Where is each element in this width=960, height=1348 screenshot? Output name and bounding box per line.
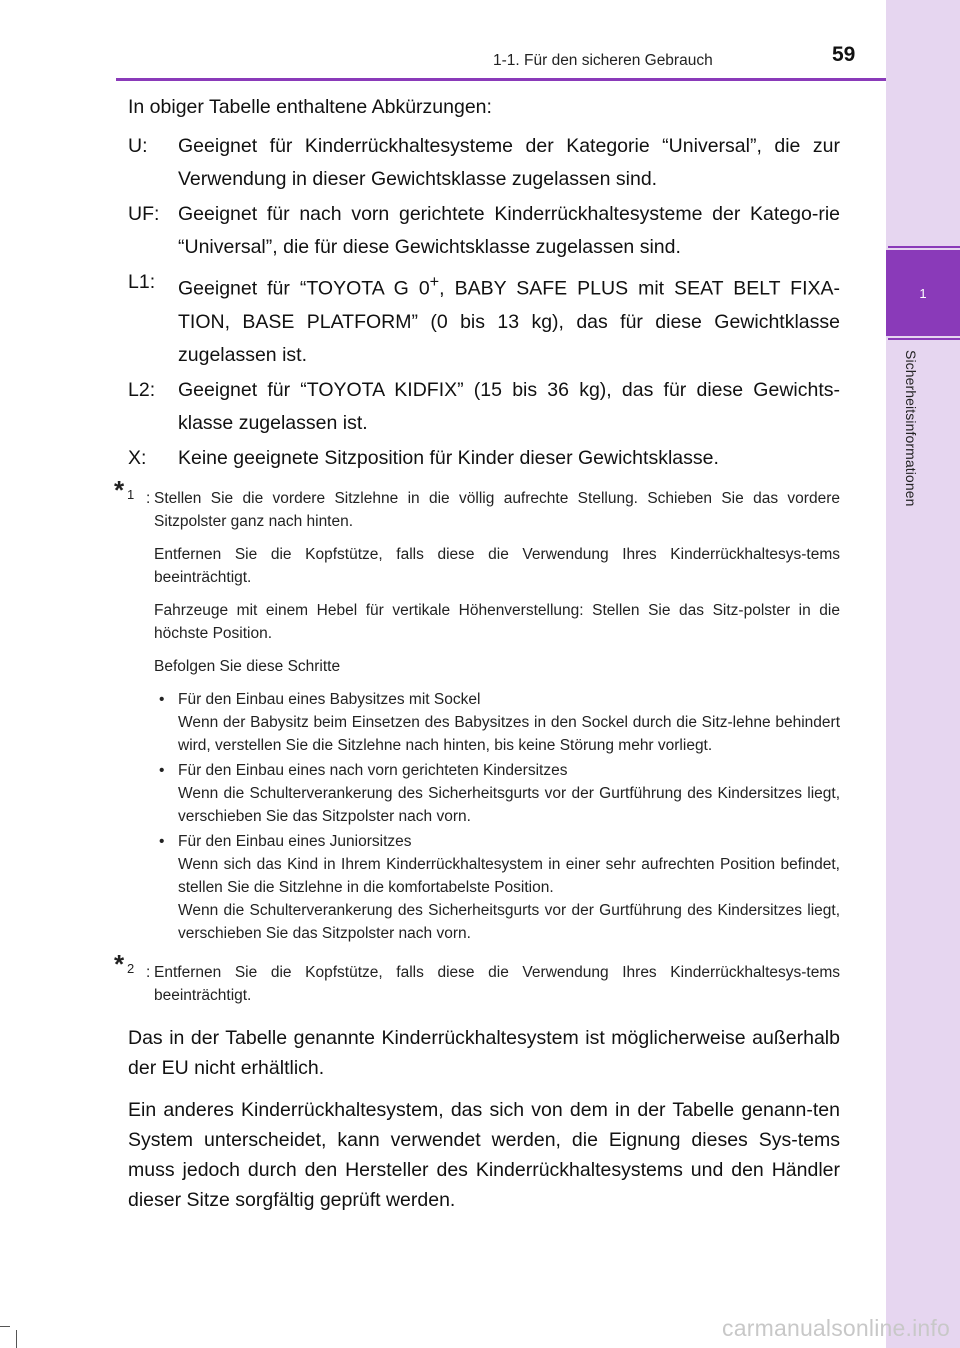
footnote-paragraph: Stellen Sie die vordere Sitzlehne in die völlig aufrechte Stellung. Schieben Sie das vordere Sitzpolster ganz nach hinten. (154, 489, 840, 530)
bullet-text: Wenn sich das Kind in Ihrem Kinderrückhaltesystem in einer sehr aufrechten Position befindet, stellen Sie die Sitzlehne in die komfortabelste Position. (178, 855, 840, 896)
abbreviation-code: L1: (128, 271, 156, 293)
header-rule (116, 78, 886, 81)
abbreviation-text-part: , BABY SAFE PLUS mit SEAT BELT FIXA-TION, BASE PLATFORM” (0 bis 13 kg), das für diese Gewichtklasse zugelassen ist. (178, 277, 840, 366)
bullet-item (154, 759, 840, 828)
bullet-text: Wenn der Babysitz beim Einsetzen des Babysitzes in den Sockel durch die Sitz-lehne behindert wird, verstellen Sie die Sitzlehne nach hinten, bis keine Störung mehr vorliegt. (178, 713, 840, 754)
abbreviation-code: X: (128, 446, 147, 469)
side-tab-label: Sicherheitsinformationen (903, 350, 919, 507)
bullet-item (154, 830, 840, 945)
crop-mark (16, 1330, 17, 1348)
bullet-text: Wenn die Schulterverankerung des Sicherheitsgurts vor der Gurtführung des Kindersitzes liegt, verschieben Sie das Sitzpolster nach vorn. (178, 784, 840, 825)
body-paragraph: Das in der Tabelle genannte Kinderrückhaltesystem ist möglicherweise außerhalb der EU nicht erhältlich. (128, 1026, 840, 1079)
footnote-2 (114, 948, 840, 1007)
footnote-mark: 2 (127, 960, 135, 976)
bullet-heading: • Für den Einbau eines Juniorsitzes (178, 832, 412, 850)
abbreviation-item (128, 374, 840, 440)
section-title: 1-1. Für den sicheren Gebrauch (493, 52, 713, 69)
abbreviation-code: UF: (128, 203, 160, 225)
bullet-item (154, 688, 840, 757)
abbreviation-item (128, 198, 840, 264)
watermark-text: carmanualsonline.info (722, 1315, 950, 1341)
footnote-paragraph: Fahrzeuge mit einem Hebel für vertikale Höhenverstellung: Stellen Sie das Sitz-polster in die höchste Position. (154, 601, 840, 642)
abbreviation-code: L2: (128, 378, 156, 401)
body-paragraph: Ein anderes Kinderrückhaltesystem, das sich von dem in der Tabelle genann-ten System unterscheidet, kann verwendet werden, die Eignung dieses Sys-tems muss jedoch durch den Hersteller des Kinderrückhaltesystems und den Händler dieser Sitze sorgfältig geprüft werden. (128, 1098, 840, 1211)
bullet-heading: • Für den Einbau eines nach vorn gerichteten Kindersitzes (178, 761, 568, 779)
footnote-colon: : (146, 489, 151, 507)
bullet-text: Wenn die Schulterverankerung des Sicherheitsgurts vor der Gurtführung des Kindersitzes liegt, verschieben Sie das Sitzpolster nach vorn. (178, 901, 840, 942)
crop-mark (0, 1326, 10, 1327)
abbreviation-code: U: (128, 135, 148, 157)
abbreviation-text-part: Geeignet für “TOYOTA G 0 (178, 277, 430, 300)
abbreviation-text (178, 266, 840, 372)
side-tab-divider (888, 338, 960, 340)
abbreviation-text: Keine geeignete Sitzposition für Kinder dieser Gewichtsklasse. (178, 446, 719, 469)
footnote-colon: : (146, 963, 151, 981)
footnote-star: * (114, 474, 125, 505)
footnote-paragraph: Entfernen Sie die Kopfstütze, falls diese die Verwendung Ihres Kinderrückhaltesys-tems beeinträchtigt. (154, 963, 840, 1004)
footnote-paragraph: Entfernen Sie die Kopfstütze, falls diese die Verwendung Ihres Kinderrückhaltesys-tems beeinträchtigt. (154, 545, 840, 586)
abbreviation-text: Geeignet für Kinderrückhaltesysteme der Kategorie “Universal”, die zur Verwendung in dieser Gewichtsklasse zugelassen sind. (178, 135, 840, 190)
page-number: 59 (832, 43, 856, 66)
footnote-bullet-list (154, 688, 840, 945)
abbreviations-intro: In obiger Tabelle enthaltene Abkürzungen: (128, 96, 492, 118)
side-tab-strip (886, 0, 960, 1348)
side-tab-number: 1 (886, 250, 960, 336)
abbreviation-text: Geeignet für nach vorn gerichtete Kinderrückhaltesysteme der Katego-rie “Universal”, die für diese Gewichtsklasse zugelassen sind. (178, 203, 840, 258)
footnote-paragraph: Befolgen Sie diese Schritte (154, 657, 341, 675)
abbreviation-text: Geeignet für “TOYOTA KIDFIX” (15 bis 36 kg), das für diese Gewichts-klasse zugelassen ist. (178, 378, 840, 434)
footnote-star: * (114, 948, 125, 979)
footnote-mark: 1 (127, 486, 135, 502)
abbreviation-item (128, 442, 840, 475)
superscript-plus: + (429, 273, 440, 291)
side-tab-divider (888, 246, 960, 248)
abbreviation-item (128, 266, 840, 372)
bullet-heading: • Für den Einbau eines Babysitzes mit Sockel (178, 690, 481, 708)
abbreviation-item (128, 130, 840, 196)
page-body (114, 92, 840, 1215)
footnote-1 (114, 474, 840, 945)
